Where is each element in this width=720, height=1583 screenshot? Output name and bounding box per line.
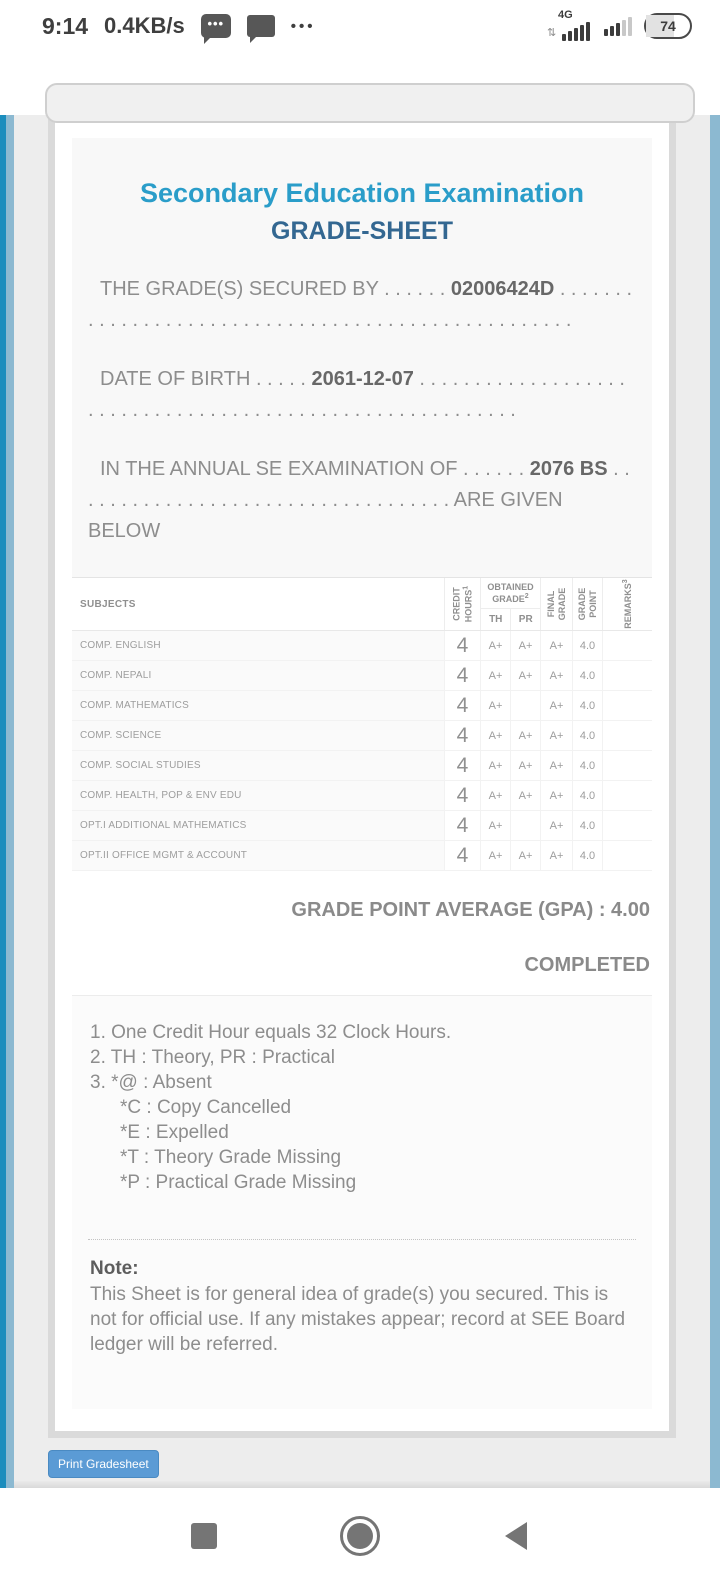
theory-grade-cell: A+	[480, 841, 510, 870]
completion-status: COMPLETED	[524, 954, 650, 976]
practical-grade-cell: A+	[510, 841, 540, 870]
symbol-number: 02006424D	[450, 278, 555, 300]
table-row	[72, 661, 652, 691]
footnote-list	[88, 1014, 636, 1239]
exam-year-value: 2076 BS	[529, 458, 608, 480]
gpa-value-line: GRADE POINT AVERAGE (GPA) : 4.00	[291, 899, 650, 921]
final-grade-cell: A+	[540, 721, 572, 750]
practical-grade-cell	[510, 691, 540, 720]
home-icon	[340, 1516, 380, 1556]
credit-hours-cell: 4	[444, 781, 480, 810]
table-row	[72, 781, 652, 811]
subject-cell: OPT.I ADDITIONAL MATHEMATICS	[72, 811, 444, 840]
subject-cell: OPT.II OFFICE MGMT & ACCOUNT	[72, 841, 444, 870]
subject-cell: COMP. ENGLISH	[72, 631, 444, 660]
remarks-cell	[602, 661, 652, 690]
final-grade-cell: A+	[540, 781, 572, 810]
card-bottom-padding	[72, 1409, 652, 1431]
gradesheet-card	[48, 115, 676, 1438]
top-form-remnant	[45, 83, 695, 123]
credit-hours-cell: 4	[444, 631, 480, 660]
secured-by-line: THE GRADE(S) SECURED BY . . . . . . 02006424D . . . . . . . . . . . . . . . . . . . . . . . . . . . . . . . . . . . . . . . . . . . . . . . . . . .	[88, 278, 633, 331]
table-row	[72, 811, 652, 841]
practical-grade-cell: A+	[510, 751, 540, 780]
subject-cell: COMP. NEPALI	[72, 661, 444, 690]
browser-viewport	[0, 115, 720, 1488]
footnote-sub-item: *T : Theory Grade Missing	[120, 1147, 342, 1168]
final-grade-cell: A+	[540, 841, 572, 870]
table-row	[72, 631, 652, 661]
note-body: This Sheet is for general idea of grade(s) you secured. This is not for official use. If any mistakes appear; record at SEE Board ledger will be referred.	[90, 1284, 626, 1355]
back-button[interactable]	[494, 1514, 538, 1558]
theory-grade-cell: A+	[480, 661, 510, 690]
page-right-border	[710, 115, 720, 1488]
page-subtitle: GRADE-SHEET	[271, 217, 453, 245]
theory-grade-cell: A+	[480, 811, 510, 840]
remarks-cell	[602, 781, 652, 810]
final-grade-cell: A+	[540, 751, 572, 780]
subject-cell: COMP. SCIENCE	[72, 721, 444, 750]
header-practical: PR	[510, 609, 540, 630]
cellular-signal-1-icon: 4G ⇅	[550, 11, 590, 41]
grade-point-cell: 4.0	[572, 811, 602, 840]
final-grade-cell: A+	[540, 661, 572, 690]
credit-hours-cell: 4	[444, 661, 480, 690]
final-grade-cell: A+	[540, 631, 572, 660]
sms-notification-icon: •••	[201, 14, 231, 38]
recents-button[interactable]	[182, 1514, 226, 1558]
home-button[interactable]	[338, 1514, 382, 1558]
remarks-cell	[602, 811, 652, 840]
grade-point-cell: 4.0	[572, 721, 602, 750]
final-grade-cell: A+	[540, 691, 572, 720]
table-row	[72, 751, 652, 781]
grade-point-cell: 4.0	[572, 841, 602, 870]
subject-cell: COMP. SOCIAL STUDIES	[72, 751, 444, 780]
table-header-row	[72, 577, 652, 631]
table-body	[72, 631, 652, 871]
practical-grade-cell	[510, 811, 540, 840]
practical-grade-cell: A+	[510, 631, 540, 660]
subject-cell: COMP. HEALTH, POP & ENV EDU	[72, 781, 444, 810]
header-remarks: REMARKS$^3$	[602, 578, 652, 630]
status-bar	[0, 0, 720, 52]
chat-notification-icon	[247, 15, 275, 37]
header-theory: TH	[489, 614, 503, 625]
grade-point-cell: 4.0	[572, 631, 602, 660]
credit-hours-cell: 4	[444, 721, 480, 750]
table-row	[72, 841, 652, 871]
credit-hours-cell: 4	[444, 841, 480, 870]
header-grade-point: GRADE POINT	[572, 578, 602, 630]
practical-grade-cell: A+	[510, 721, 540, 750]
grade-point-cell: 4.0	[572, 661, 602, 690]
theory-grade-cell: A+	[480, 691, 510, 720]
footnote-item: 3. *@ : Absent	[90, 1072, 212, 1093]
gpa-section	[72, 871, 652, 996]
clock: 9:14	[42, 12, 89, 39]
credit-hours-cell: 4	[444, 751, 480, 780]
remarks-cell	[602, 631, 652, 660]
grades-table	[72, 577, 652, 871]
footnote-item: 1. One Credit Hour equals 32 Clock Hours.	[90, 1022, 452, 1043]
theory-grade-cell: A+	[480, 781, 510, 810]
subject-cell: COMP. MATHEMATICS	[72, 691, 444, 720]
android-navigation-bar	[0, 1488, 720, 1583]
theory-grade-cell: A+	[480, 631, 510, 660]
more-notifications-icon: •••	[290, 17, 316, 35]
gradesheet-header-panel	[72, 138, 652, 577]
credit-hours-cell: 4	[444, 691, 480, 720]
theory-grade-cell: A+	[480, 751, 510, 780]
data-arrows-icon: ⇅	[547, 27, 557, 39]
practical-grade-cell: A+	[510, 781, 540, 810]
grade-point-cell: 4.0	[572, 781, 602, 810]
final-grade-cell: A+	[540, 811, 572, 840]
content-bottom-edge	[14, 1481, 710, 1488]
date-of-birth-value: 2061-12-07	[311, 368, 414, 390]
remarks-cell	[602, 751, 652, 780]
cellular-signal-2-icon	[602, 17, 632, 36]
header-subjects: SUBJECTS	[80, 598, 136, 610]
practical-grade-cell: A+	[510, 661, 540, 690]
network-speed: 0.4KB/s	[104, 13, 185, 38]
note-section	[88, 1240, 636, 1409]
credit-hours-cell: 4	[444, 811, 480, 840]
theory-grade-cell: A+	[480, 721, 510, 750]
footnotes-panel	[72, 996, 652, 1409]
grade-point-cell: 4.0	[572, 751, 602, 780]
remarks-cell	[602, 841, 652, 870]
recents-icon	[191, 1523, 217, 1549]
battery-indicator: 74	[644, 13, 692, 39]
remarks-cell	[602, 721, 652, 750]
date-of-birth-line: DATE OF BIRTH . . . . . 2061-12-07 . . . . . . . . . . . . . . . . . . . . . . . . . . . . . . . . . . . . . . . . . . . . . . . . . . . . . . . . . .	[88, 368, 625, 421]
footnote-item: 2. TH : Theory, PR : Practical	[90, 1047, 335, 1068]
page-title: Secondary Education Examination	[139, 178, 585, 208]
examination-year-line: IN THE ANNUAL SE EXAMINATION OF . . . . . . 2076 BS . . . . . . . . . . . . . . . . . . . . . . . . . . . . . . . . . . . ARE GIVEN BELOW	[88, 458, 630, 542]
back-icon	[505, 1522, 527, 1550]
print-gradesheet-button[interactable]: Print Gradesheet	[48, 1450, 159, 1478]
footnote-sub-item: *P : Practical Grade Missing	[120, 1172, 357, 1193]
table-row	[72, 691, 652, 721]
footnote-sub-item: *C : Copy Cancelled	[120, 1097, 292, 1118]
header-credit-hours: CREDIT HOURS$^1$	[444, 578, 480, 630]
header-obtained-grade: OBTAINED GRADE$^2$ TH PR	[480, 578, 540, 630]
remarks-cell	[602, 691, 652, 720]
grade-point-cell: 4.0	[572, 691, 602, 720]
note-heading: Note:	[90, 1258, 139, 1279]
page-left-border	[6, 115, 14, 1488]
header-final-grade: FINAL GRADE	[540, 578, 572, 630]
table-row	[72, 721, 652, 751]
footnote-sub-item: *E : Expelled	[120, 1122, 229, 1143]
